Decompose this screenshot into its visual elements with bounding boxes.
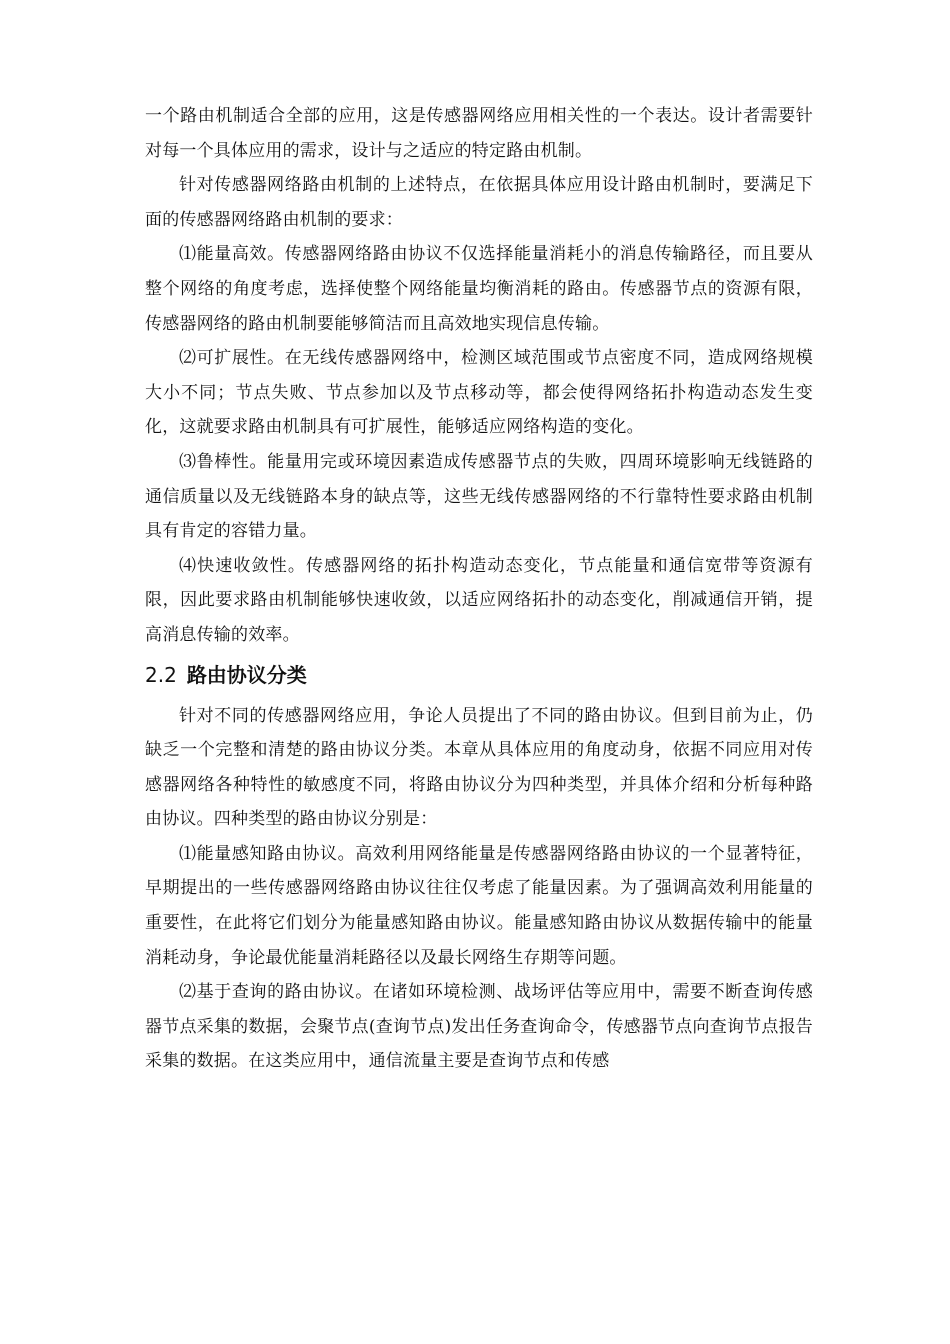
section-title: 路由协议分类 bbox=[186, 662, 307, 687]
paragraph-query-based-routing: ⑵基于查询的路由协议。在诸如环境检测、战场评估等应用中，需要不断查询传感器节点采集的数据，会聚节点(查询节点)发出任务查询命令，传感器节点向查询节点报告采集的数据。在这类应用中，通信流量主要是查询节点和传感 bbox=[145, 982, 813, 1072]
section-heading bbox=[145, 657, 813, 693]
document-body bbox=[145, 99, 813, 1079]
paragraph-energy-efficiency: ⑴能量高效。传感器网络路由协议不仅选择能量消耗小的消息传输路径，而且要从整个网络的角度考虑，选择使整个网络能量均衡消耗的路由。传感器节点的资源有限，传感器网络的路由机制要能够简洁而且高效地实现信息传输。 bbox=[145, 244, 813, 334]
paragraph-requirements-intro: 针对传感器网络路由机制的上述特点，在依据具体应用设计路由机制时，要满足下面的传感器网络路由机制的要求： bbox=[145, 175, 813, 230]
section-number: 2.2 bbox=[145, 662, 177, 687]
paragraph-classification-intro: 针对不同的传感器网络应用，争论人员提出了不同的路由协议。但到目前为止，仍缺乏一个完整和清楚的路由协议分类。本章从具体应用的角度动身，依据不同应用对传感器网络各种特性的敏感度不同，将路由协议分为四种类型，并具体介绍和分析每种路由协议。四种类型的路由协议分别是： bbox=[145, 705, 813, 830]
paragraph-robustness: ⑶鲁棒性。能量用完或环境因素造成传感器节点的失败，四周环境影响无线链路的通信质量以及无线链路本身的缺点等，这些无线传感器网络的不行靠特性要求路由机制具有肯定的容错力量。 bbox=[145, 451, 813, 542]
paragraph-scalability: ⑵可扩展性。在无线传感器网络中，检测区域范围或节点密度不同，造成网络规模大小不同；节点失败、节点参加以及节点移动等，都会使得网络拓扑构造动态发生变化，这就要求路由机制具有可扩展性，能够适应网络构造的变化。 bbox=[145, 348, 813, 438]
paragraph-continuation: 一个路由机制适合全部的应用，这是传感器网络应用相关性的一个表达。设计者需要针对每一个具体应用的需求，设计与之适应的特定路由机制。 bbox=[145, 106, 813, 161]
paragraph-fast-convergence: ⑷快速收敛性。传感器网络的拓扑构造动态变化，节点能量和通信宽带等资源有限，因此要求路由机制能够快速收敛，以适应网络拓扑的动态变化，削减通信开销，提高消息传输的效率。 bbox=[145, 555, 813, 645]
paragraph-energy-aware-routing: ⑴能量感知路由协议。高效利用网络能量是传感器网络路由协议的一个显著特征，早期提出的一些传感器网络路由协议往往仅考虑了能量因素。为了强调高效利用能量的重要性，在此将它们划分为能量感知路由协议。能量感知路由协议从数据传输中的能量消耗动身，争论最优能量消耗路径以及最长网络生存期等问题。 bbox=[145, 843, 813, 968]
